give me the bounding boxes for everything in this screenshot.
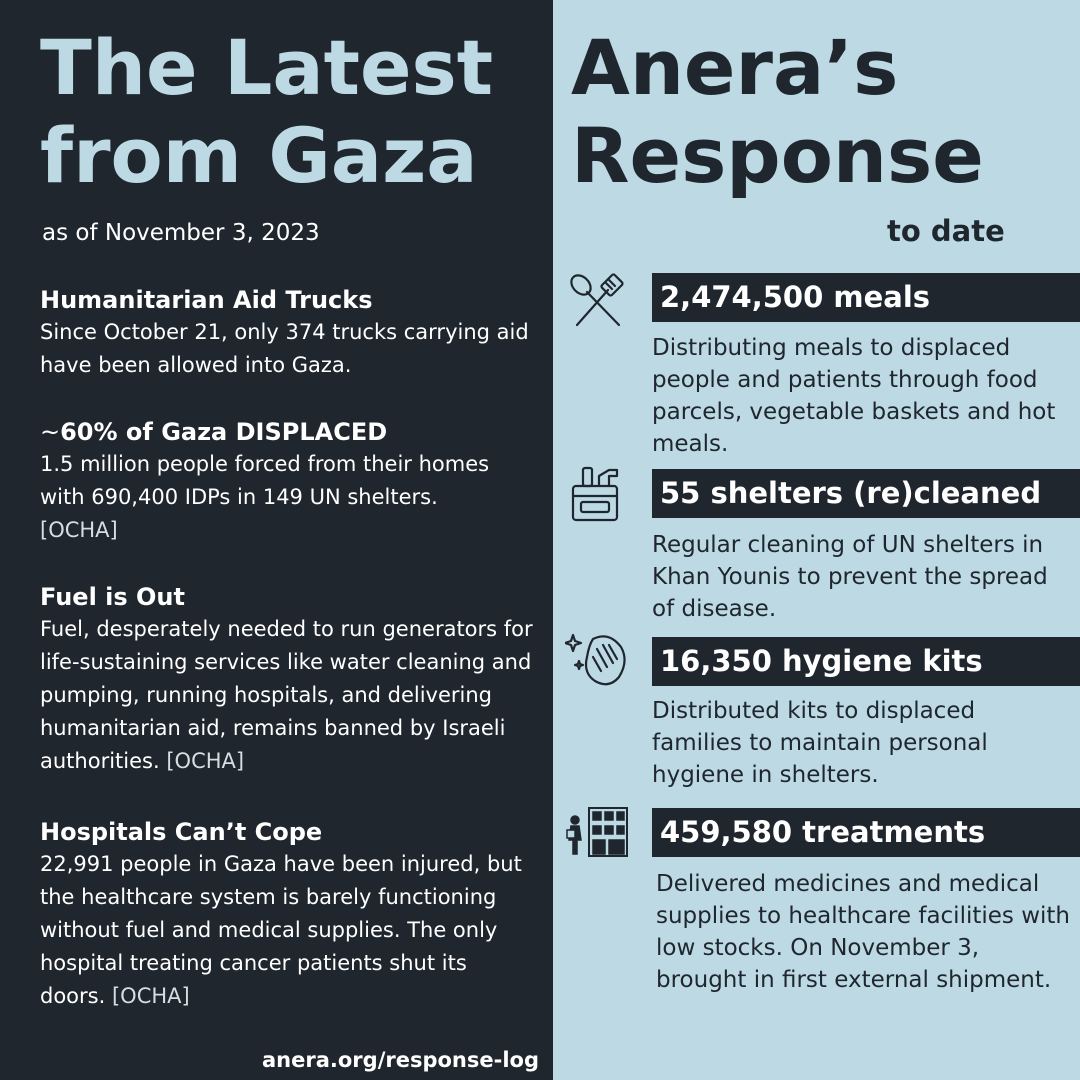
stat-hygiene-headline: 16,350 hygiene kits <box>652 637 1080 686</box>
section-displaced <box>40 416 535 547</box>
source-citation: [OCHA] <box>166 749 245 773</box>
stat-shelters-headline: 55 shelters (re)cleaned <box>652 469 1080 518</box>
section-body: 1.5 million people forced from their homes with 690,400 IDPs in 149 UN shelters. [OCHA] <box>40 452 490 542</box>
section-aid-trucks <box>40 284 535 382</box>
section-body: Fuel, desperately needed to run generators for life-sustaining services like water cleaning and pumping, running hospitals, and delivering humanitarian aid, remains banned by Israeli authorities. [OCHA] <box>40 617 533 773</box>
warehouse-delivery-icon <box>565 800 631 866</box>
to-date-label: to date <box>887 214 1005 248</box>
section-heading: Fuel is Out <box>40 583 185 611</box>
stat-shelters-desc: Regular cleaning of UN shelters in Khan Younis to prevent the spread of disease. <box>652 532 1048 622</box>
section-heading: Hospitals Can’t Cope <box>40 818 323 846</box>
right-title: Anera’s Response <box>571 23 984 200</box>
response-log-link[interactable]: anera.org/response-log <box>262 1048 539 1072</box>
hand-washing-icon <box>565 627 631 693</box>
section-hospitals <box>40 816 535 1013</box>
section-body: Since October 21, only 374 trucks carrying aid have been allowed into Gaza. <box>40 320 529 377</box>
stat-treatments-headline: 459,580 treatments <box>652 808 1080 857</box>
left-title: The Latest from Gaza <box>40 23 494 200</box>
cleaning-supplies-icon <box>565 462 631 528</box>
stat-hygiene-desc: Distributed kits to displaced families to maintain personal hygiene in shelters. <box>652 698 988 788</box>
section-heading: ~60% of Gaza DISPLACED <box>40 418 388 446</box>
right-panel <box>553 0 1080 1080</box>
stat-meals-headline: 2,474,500 meals <box>652 273 1080 322</box>
stat-treatments-desc: Delivered medicines and medical supplies to healthcare facilities with low stocks. On November 3, brought in first external shipment. <box>656 871 1070 993</box>
section-heading: Humanitarian Aid Trucks <box>40 286 373 314</box>
utensils-icon <box>565 270 631 336</box>
source-citation: [OCHA] <box>40 518 118 542</box>
as-of-date: as of November 3, 2023 <box>42 220 320 246</box>
section-body: 22,991 people in Gaza have been injured, but the healthcare system is barely functioning without fuel and medical supplies. The only hospital treating cancer patients shut its doors. [OCHA] <box>40 852 522 1008</box>
source-citation: [OCHA] <box>111 984 190 1008</box>
section-fuel <box>40 581 535 778</box>
stat-meals-desc: Distributing meals to displaced people and patients through food parcels, vegetable baskets and hot meals. <box>652 335 1056 457</box>
